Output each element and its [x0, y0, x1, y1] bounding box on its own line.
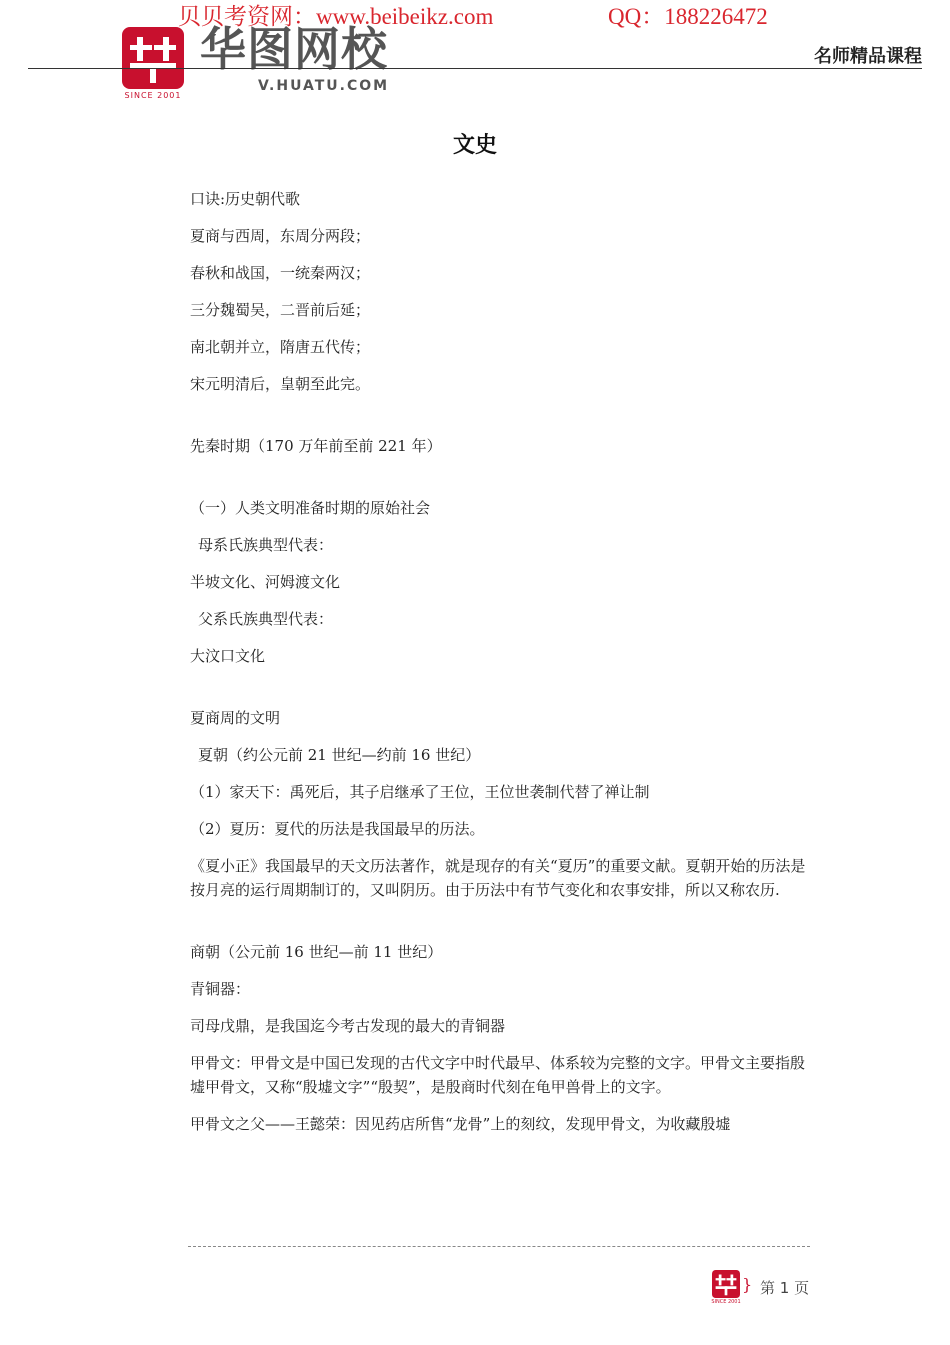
spacer — [190, 681, 810, 706]
huatu-logo-icon — [122, 27, 184, 89]
watermark-website: 贝贝考资网：www.beibeikz.com — [178, 4, 494, 29]
paragraph-bronze-simuwu: 司母戊鼎，是我国迄今考古发现的最大的青铜器 — [190, 1017, 506, 1035]
footer-logo-icon — [712, 1270, 740, 1298]
paragraph-patriarchal-examples: 大汶口文化 — [190, 647, 266, 665]
header-divider — [28, 68, 922, 69]
spacer — [190, 915, 810, 940]
paragraph-xia-calendar: 《夏小正》我国最早的天文历法著作，就是现存的有关“夏历”的重要文献。夏朝开始的历法是按月亮的运行周期制订的，又叫阴历。由于历法中有节气变化和农事安排，所以又称农历. — [190, 857, 806, 899]
logo-url: V.HUATU.COM — [258, 78, 390, 94]
paragraph-matriarchal-label: 母系氏族典型代表： — [198, 536, 334, 554]
footer-since: SINCE 2001 — [711, 1299, 741, 1305]
document-body — [190, 187, 810, 1149]
footer-brace-icon: } — [742, 1275, 753, 1294]
section-heading-pre-qin: 先秦时期（170 万年前至前 221 年） — [190, 437, 442, 455]
header-course-label: 名师精品课程 — [814, 46, 922, 67]
spacer — [190, 409, 810, 434]
paragraph-verse-4: 南北朝并立，隋唐五代传； — [190, 338, 371, 356]
logo-name: 华图网校 — [200, 22, 388, 76]
spacer — [190, 471, 810, 496]
paragraph-wang-yirong: 甲骨文之父——王懿荣：因见药店所售“龙骨”上的刻纹，发现甲骨文，为收藏殷墟 — [190, 1115, 731, 1133]
paragraph-xia-point-2: （2）夏历：夏代的历法是我国最早的历法。 — [190, 820, 485, 838]
logo-since: SINCE 2001 — [124, 91, 182, 100]
footer-divider — [188, 1246, 810, 1247]
paragraph-mnemonic-title: 口诀:历史朝代歌 — [190, 190, 301, 208]
subsection-xia-dynasty: 夏朝（约公元前 21 世纪—约前 16 世纪） — [198, 746, 481, 764]
paragraph-verse-1: 夏商与西周，东周分两段； — [190, 227, 371, 245]
paragraph-matriarchal-examples: 半坡文化、河姆渡文化 — [190, 573, 341, 591]
paragraph-xia-point-1: （1）家天下：禹死后，其子启继承了王位，王位世袭制代替了禅让制 — [190, 783, 650, 801]
paragraph-verse-3: 三分魏蜀吴，二晋前后延； — [190, 301, 371, 319]
paragraph-verse-5: 宋元明清后，皇朝至此完。 — [190, 375, 371, 393]
document-title: 文史 — [452, 133, 497, 158]
paragraph-patriarchal-label: 父系氏族典型代表： — [198, 610, 334, 628]
page-number: 第 1 页 — [760, 1279, 810, 1297]
watermark-qq: QQ：188226472 — [608, 4, 768, 29]
section-heading-xia-shang-zhou: 夏商周的文明 — [190, 709, 281, 727]
paragraph-verse-2: 春秋和战国，一统秦两汉； — [190, 264, 371, 282]
paragraph-oracle-bone: 甲骨文：甲骨文是中国已发现的古代文字中时代最早、体系较为完整的文字。甲骨文主要指殷墟甲骨文，又称“殷墟文字”“殷契”，是殷商时代刻在龟甲兽骨上的文字。 — [190, 1054, 806, 1096]
subsection-primitive-society: （一）人类文明准备时期的原始社会 — [190, 499, 431, 517]
subsection-shang-dynasty: 商朝（公元前 16 世纪—前 11 世纪） — [190, 943, 443, 961]
paragraph-bronze-label: 青铜器： — [190, 980, 251, 998]
